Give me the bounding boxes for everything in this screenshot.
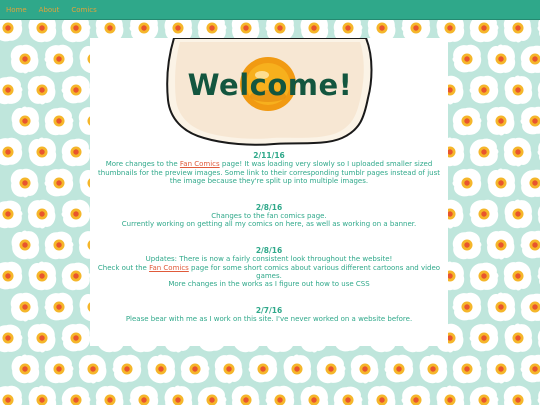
post-date: 2/11/16 — [253, 151, 285, 160]
nav-home-link[interactable]: Home — [6, 5, 27, 14]
post-item — [96, 247, 442, 289]
top-nav-bar — [0, 0, 540, 20]
post-date: 2/8/16 — [255, 202, 283, 212]
post-text: Changes to the fan comics page. — [211, 212, 327, 221]
main-content-panel — [90, 38, 448, 346]
fan-comics-link[interactable]: Fan Comics — [149, 263, 189, 272]
post-text: page! It was loading very slowly so I uploaded smaller sized thumbnails for the preview images. Some link to their corresponding tumblr pages instead of just the image because they're split up into multiple images. — [98, 160, 440, 186]
post-item — [96, 204, 442, 229]
nav-comics-link[interactable]: Comics — [71, 5, 97, 14]
post-item — [96, 307, 442, 324]
welcome-title: Welcome! — [187, 68, 353, 102]
post-text: More changes to the — [105, 160, 180, 169]
fan-comics-link[interactable]: Fan Comics — [179, 160, 220, 169]
post-date: 2/8/16 — [255, 245, 283, 255]
post-text: Updates: There is now a fairly consistent look throughout the website! — [145, 255, 393, 264]
post-item — [96, 152, 442, 186]
post-text: Currently working on getting all my comics on here, as well as working on a banner. — [121, 220, 417, 229]
nav-about-link[interactable]: About — [38, 5, 60, 14]
posts-list — [90, 152, 448, 324]
post-text: Check out the — [97, 263, 150, 272]
post-date: 2/7/16 — [255, 305, 283, 315]
post-text: page for some short comics about various different cartoons and video games. — [188, 263, 441, 281]
post-text: More changes in the works as I figure out how to use CSS — [168, 280, 370, 289]
post-text: Please bear with me as I work on this site. I've never worked on a website before. — [125, 315, 413, 324]
